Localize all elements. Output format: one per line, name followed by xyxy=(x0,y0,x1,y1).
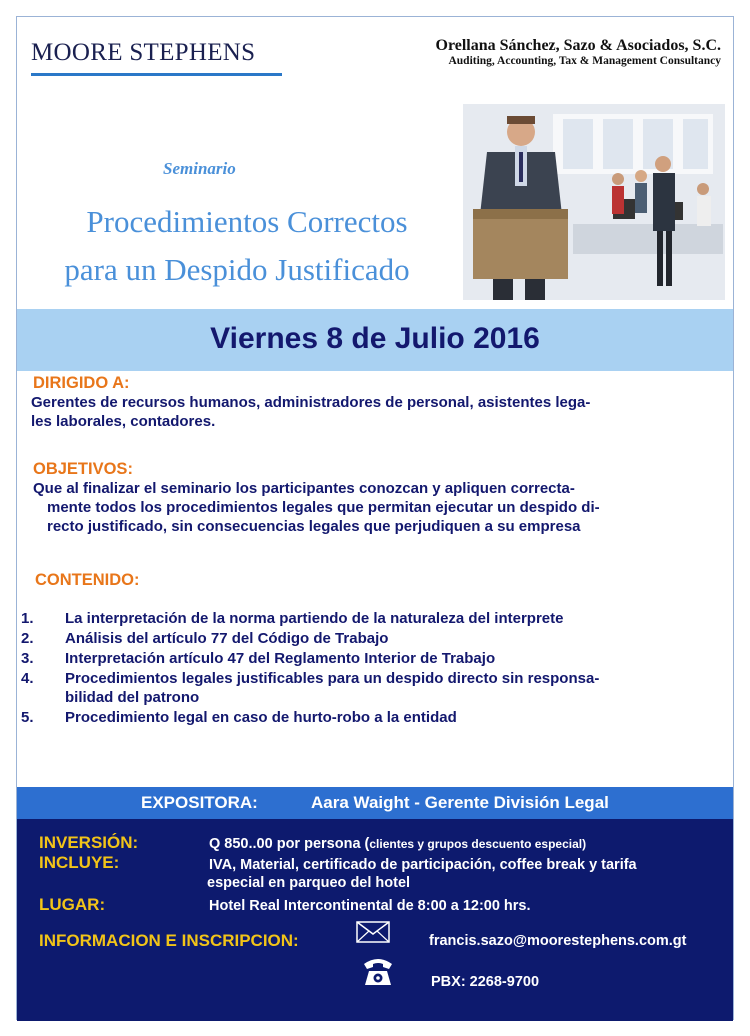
flyer-header xyxy=(17,17,733,309)
list-item: 4. Procedimientos legales justificables para un despido directo sin responsa- bilidad del patrono xyxy=(21,670,600,706)
telephone-icon xyxy=(361,954,395,988)
firm-name: Orellana Sánchez, Sazo & Asociados, S.C. xyxy=(435,37,721,54)
list-item: 1. La interpretación de la norma partiendo de la naturaleza del interprete xyxy=(21,610,564,627)
list-item: 3. Interpretación artículo 47 del Reglamento Interior de Trabajo xyxy=(21,650,496,667)
incluye-value: IVA, Material, certificado de participación, coffee break y tarifa especial en parqueo del hotel xyxy=(207,857,637,891)
expositora-label: EXPOSITORA: xyxy=(141,793,258,812)
envelope-icon xyxy=(356,921,390,943)
contenido-heading: CONTENIDO: xyxy=(35,571,140,589)
objetivos-line3: recto justificado, sin consecuencias legales que perjudiquen a su empresa xyxy=(47,518,581,535)
logo-underline xyxy=(31,73,282,76)
dirigido-line1: Gerentes de recursos humanos, administradores de personal, asistentes lega- xyxy=(31,394,591,411)
firm-block xyxy=(436,37,722,67)
list-item: 5. Procedimiento legal en caso de hurto-robo a la entidad xyxy=(21,709,457,726)
seminar-date: Viernes 8 de Julio 2016 xyxy=(17,309,733,371)
inscripcion-label: INFORMACION E INSCRIPCION: xyxy=(39,931,299,950)
objetivos-line2: mente todos los procedimientos legales que permitan ejecutar un despido di- xyxy=(47,499,600,516)
contenido-list xyxy=(21,609,727,728)
office-people-photo xyxy=(463,104,725,300)
incluye-label: INCLUYE: xyxy=(39,853,120,872)
seminar-label: Seminario xyxy=(163,159,236,178)
firm-subtitle: Auditing, Accounting, Tax & Management Consultancy xyxy=(448,55,721,67)
photo-illustration xyxy=(463,104,725,300)
seminar-title-line1: Procedimientos Correctos xyxy=(86,204,408,239)
list-item: 2. Análisis del artículo 77 del Código de Trabajo xyxy=(21,630,389,647)
inversion-value: Q 850..00 por persona (clientes y grupos descuento especial) xyxy=(209,836,587,852)
contenido-section xyxy=(35,571,140,590)
dirigido-line2: les laborales, contadores. xyxy=(31,413,216,430)
seminar-title-line2: para un Despido Justificado xyxy=(64,252,410,287)
objetivos-heading: OBJETIVOS: xyxy=(33,460,133,478)
moore-stephens-logo: MOORE STEPHENS xyxy=(31,39,256,66)
objetivos-line1: Que al finalizar el seminario los participantes conozcan y apliquen correcta- xyxy=(33,480,575,497)
flyer xyxy=(16,16,734,1020)
inversion-label: INVERSIÓN: xyxy=(39,833,139,852)
objetivos-section xyxy=(33,460,723,536)
email-value: francis.sazo@moorestephens.com.gt xyxy=(429,933,687,949)
dirigido-heading: DIRIGIDO A: xyxy=(33,374,130,392)
dirigido-section xyxy=(33,374,723,431)
lugar-value: Hotel Real Intercontinental de 8:00 a 12:00 hrs. xyxy=(209,898,531,914)
expositora-value: Aara Waight - Gerente División Legal xyxy=(311,793,609,812)
lugar-label: LUGAR: xyxy=(39,895,106,914)
expositora-band xyxy=(17,787,733,819)
pbx-value: PBX: 2268-9700 xyxy=(431,974,540,990)
